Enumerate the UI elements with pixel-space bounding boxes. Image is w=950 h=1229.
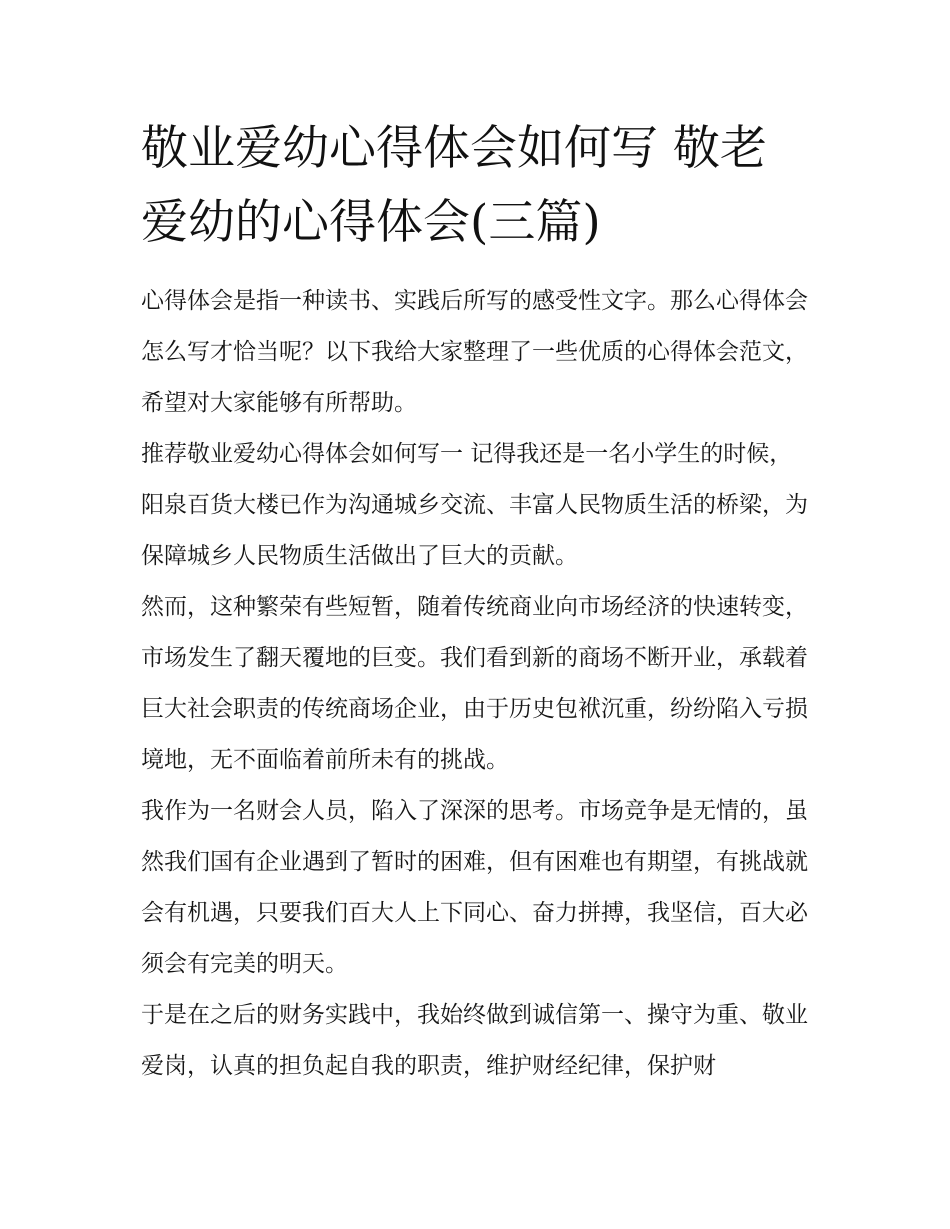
paragraph-however: 然而，这种繁荣有些短暂，随着传统商业向市场经济的快速转变，市场发生了翻天覆地的巨变。我们看到新的商场不断开业，承载着巨大社会职责的传统商场企业，由于历史包袱沉重，纷纷陷入亏损境地，无不面临着前所未有的挑战。 <box>141 594 808 773</box>
paragraph-reflection: 我作为一名财会人员，陷入了深深的思考。市场竞争是无情的，虽然我们国有企业遇到了暂时的困难，但有困难也有期望，有挑战就会有机遇，只要我们百大人上下同心、奋力拼搏，我坚信，百大必须会有完美的明天。 <box>141 798 808 977</box>
paragraph-recommend: 推荐敬业爱幼心得体会如何写一 记得我还是一名小学生的时候，阳泉百货大楼已作为沟通城乡交流、丰富人民物质生活的桥梁，为保障城乡人民物质生活做出了巨大的贡献。 <box>141 441 808 569</box>
paragraph-intro: 心得体会是指一种读书、实践后所写的感受性文字。那么心得体会怎么写才恰当呢？以下我给大家整理了一些优质的心得体会范文，希望对大家能够有所帮助。 <box>141 288 808 416</box>
document-title: 敬业爱幼心得体会如何写 敬老爱幼的心得体会(三篇) <box>141 121 767 250</box>
paragraph-practice: 于是在之后的财务实践中，我始终做到诚信第一、操守为重、敬业爱岗，认真的担负起自我的职责，维护财经纪律，保护财 <box>141 1002 808 1079</box>
document-body <box>141 112 813 1092</box>
